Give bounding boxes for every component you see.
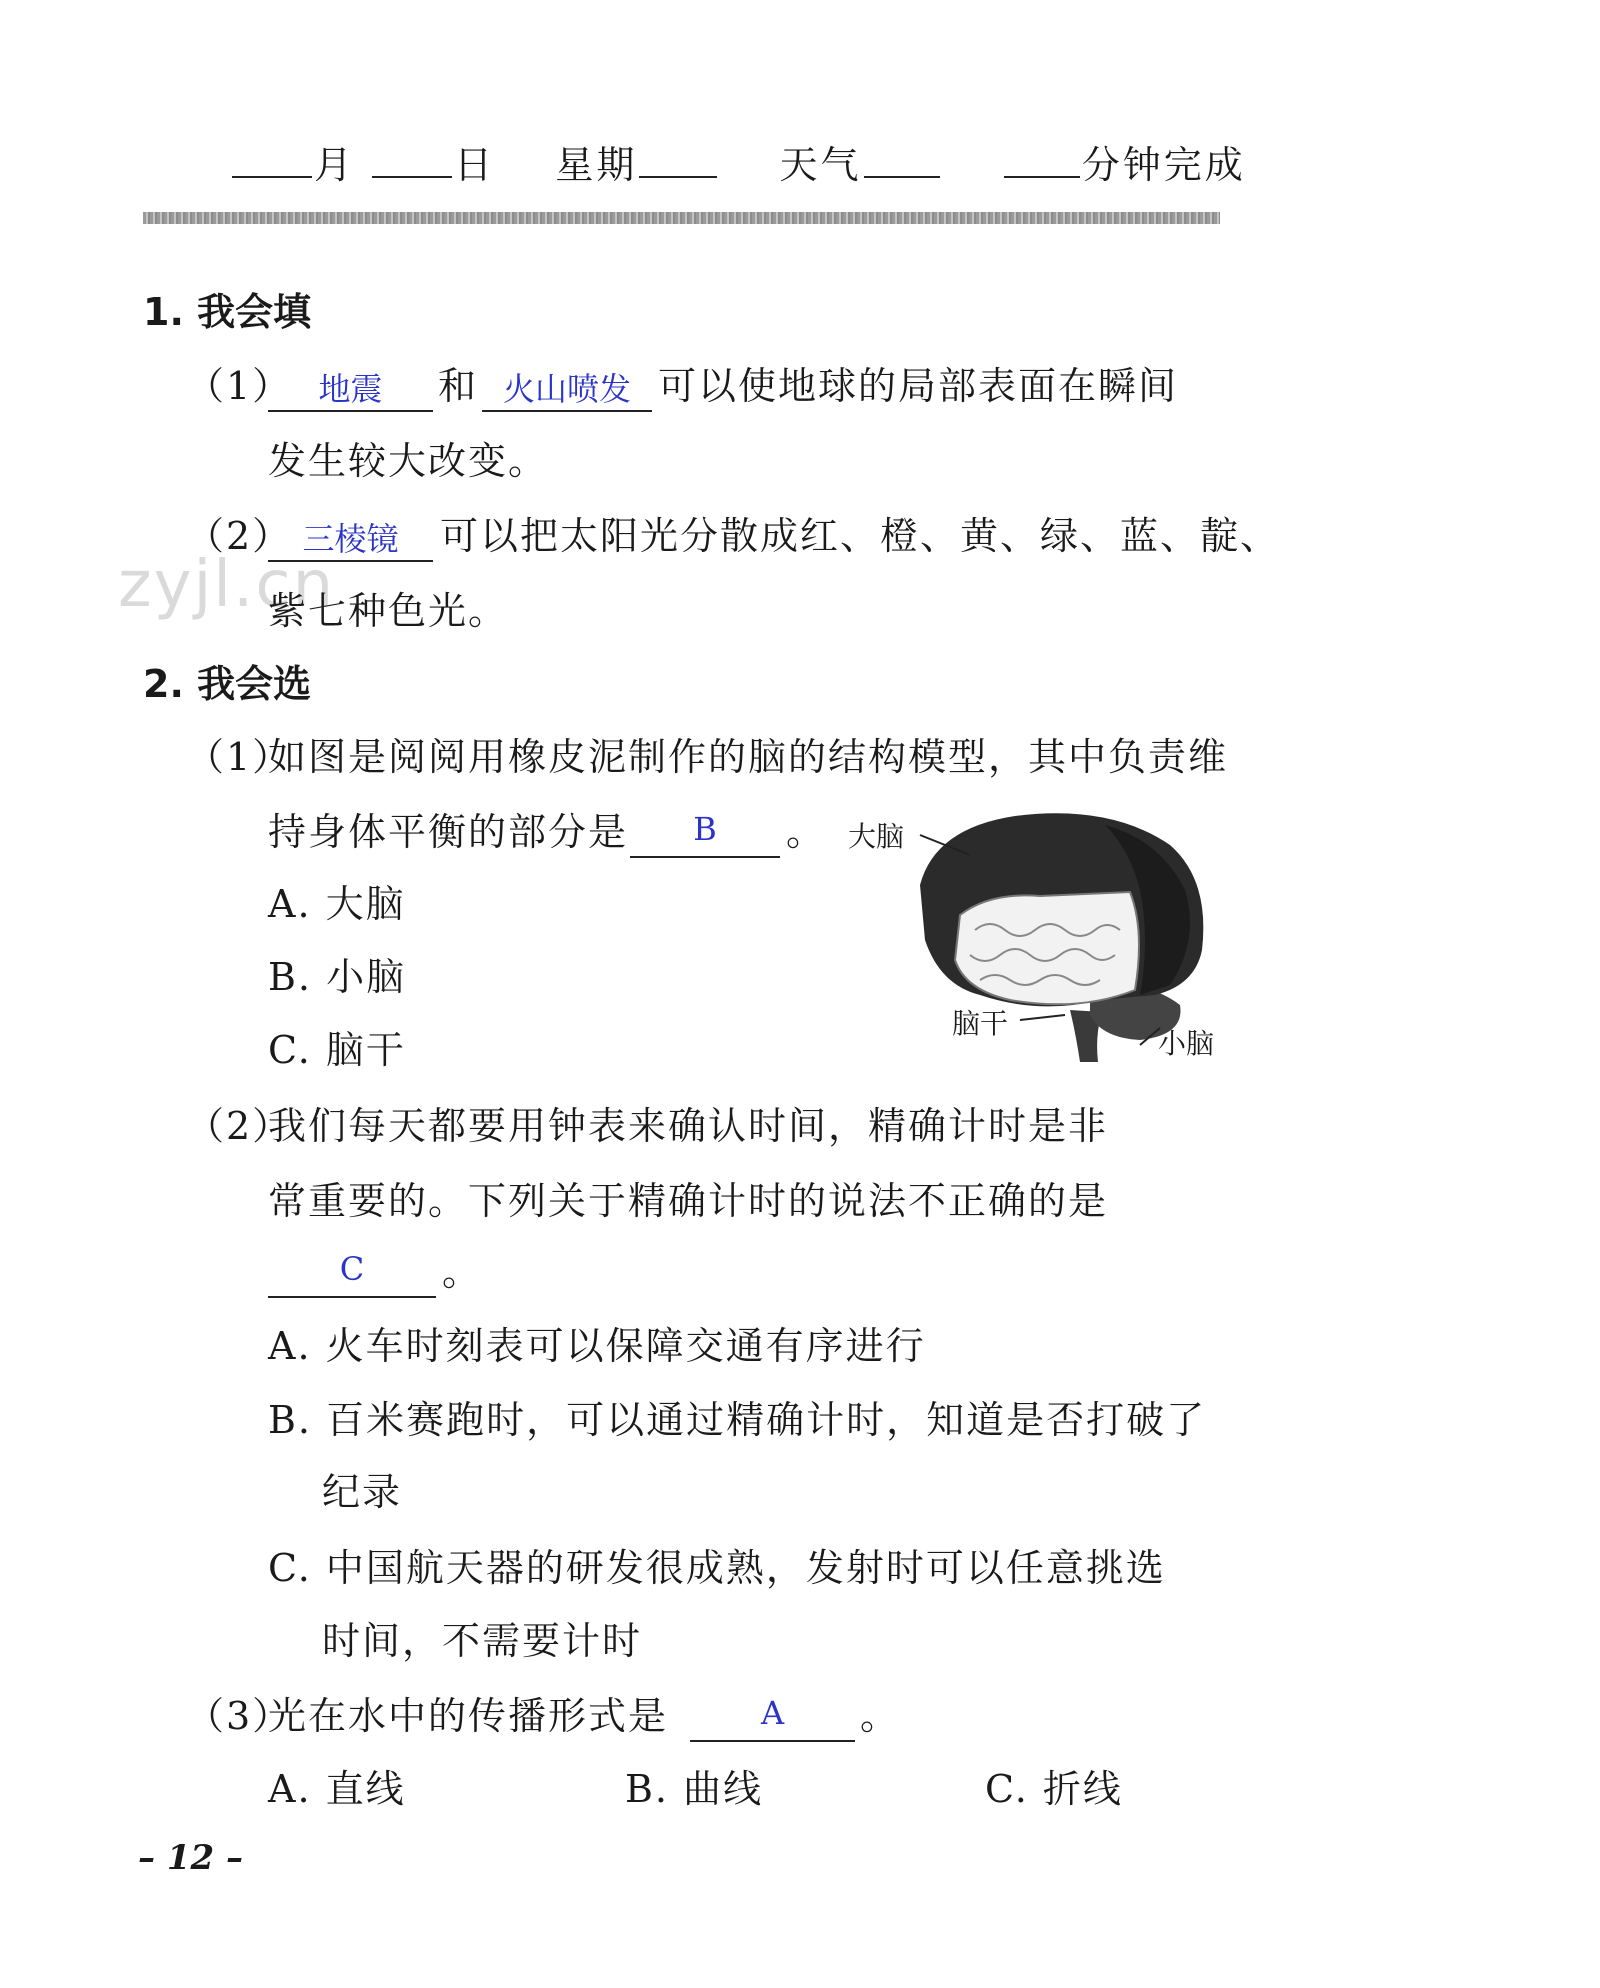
choice-q1-answer: B: [693, 810, 717, 848]
fill-q1-text-a: 可以使地球的局部表面在瞬间: [658, 364, 1179, 408]
choice-q1-option-a[interactable]: A. 大脑: [268, 882, 406, 926]
choice-q2-text-a: 我们每天都要用钟表来确认时间，精确计时是非: [268, 1104, 1109, 1148]
choice-q3-option-b[interactable]: B. 曲线: [625, 1767, 764, 1811]
choice-q2-num: （2）: [186, 1104, 293, 1148]
fill-q2-num: （2）: [186, 514, 293, 558]
choice-q2-answer: C: [339, 1250, 365, 1288]
temporal-lobe-shape: [955, 892, 1139, 1004]
month-label: 月: [314, 143, 356, 187]
weather-label: 天气: [779, 143, 862, 187]
fill-q1-text-b: 发生较大改变。: [268, 439, 549, 483]
fill-q1-and: 和: [438, 364, 479, 408]
choice-q3-num: （3）: [186, 1694, 293, 1738]
choice-q2-option-c-cont: 时间，不需要计时: [322, 1619, 643, 1663]
section-2-title: 2. 我会选: [143, 662, 312, 706]
choice-q1-text-a: 如图是阅阅用橡皮泥制作的脑的结构模型，其中负责维: [268, 735, 1229, 779]
choice-q3-answer: A: [760, 1694, 785, 1732]
weekday-label: 星期: [555, 143, 638, 187]
month-blank: [232, 138, 312, 178]
choice-q2-option-a[interactable]: A. 火车时刻表可以保障交通有序进行: [268, 1324, 926, 1368]
choice-q3-option-a[interactable]: A. 直线: [268, 1767, 406, 1811]
choice-q3-option-c[interactable]: C. 折线: [985, 1767, 1123, 1811]
choice-q1-option-b[interactable]: B. 小脑: [268, 955, 407, 999]
section-1-title: 1. 我会填: [143, 290, 312, 334]
choice-q1-option-c[interactable]: C. 脑干: [268, 1028, 406, 1072]
minutes-label: 分钟完成: [1081, 143, 1246, 187]
choice-q1-num: （1）: [186, 735, 293, 779]
fill-q1-num: （1）: [186, 364, 293, 408]
fill-q2-text-b: 紫七种色光。: [268, 589, 509, 633]
minutes-blank: [1004, 138, 1080, 178]
fill-q2-text-a: 可以把太阳光分散成红、橙、黄、绿、蓝、靛、: [440, 514, 1281, 558]
weather-blank: [864, 138, 940, 178]
brain-label-cerebrum: 大脑: [848, 820, 905, 853]
choice-q1-end: 。: [786, 810, 827, 854]
choice-q2-end: 。: [442, 1250, 483, 1294]
header-divider: [143, 212, 1220, 224]
day-blank: [372, 138, 452, 178]
header-line: [230, 138, 1246, 189]
brain-label-cerebellum: 小脑: [1158, 1027, 1215, 1060]
brain-label-brainstem: 脑干: [952, 1007, 1009, 1040]
choice-q3-end: 。: [860, 1694, 901, 1738]
choice-q2-option-b[interactable]: B. 百米赛跑时，可以通过精确计时，知道是否打破了: [268, 1398, 1207, 1442]
choice-q3-text: 光在水中的传播形式是: [268, 1694, 669, 1738]
weekday-blank: [639, 138, 717, 178]
fill-q2-answer: 三棱镜: [302, 520, 399, 558]
choice-q2-text-b: 常重要的。下列关于精确计时的说法不正确的是: [268, 1179, 1109, 1223]
choice-q2-option-c[interactable]: C. 中国航天器的研发很成熟，发射时可以任意挑选: [268, 1546, 1166, 1590]
fill-q1-answer-1: 地震: [318, 370, 383, 408]
watermark: zyjl.cn: [118, 548, 336, 622]
page-number: – 12 –: [138, 1838, 243, 1878]
choice-q1-text-b: 持身体平衡的部分是: [268, 810, 629, 854]
fill-q1-answer-2: 火山喷发: [502, 370, 631, 408]
day-label: 日: [454, 143, 496, 187]
choice-q2-option-b-cont: 纪录: [322, 1470, 403, 1514]
